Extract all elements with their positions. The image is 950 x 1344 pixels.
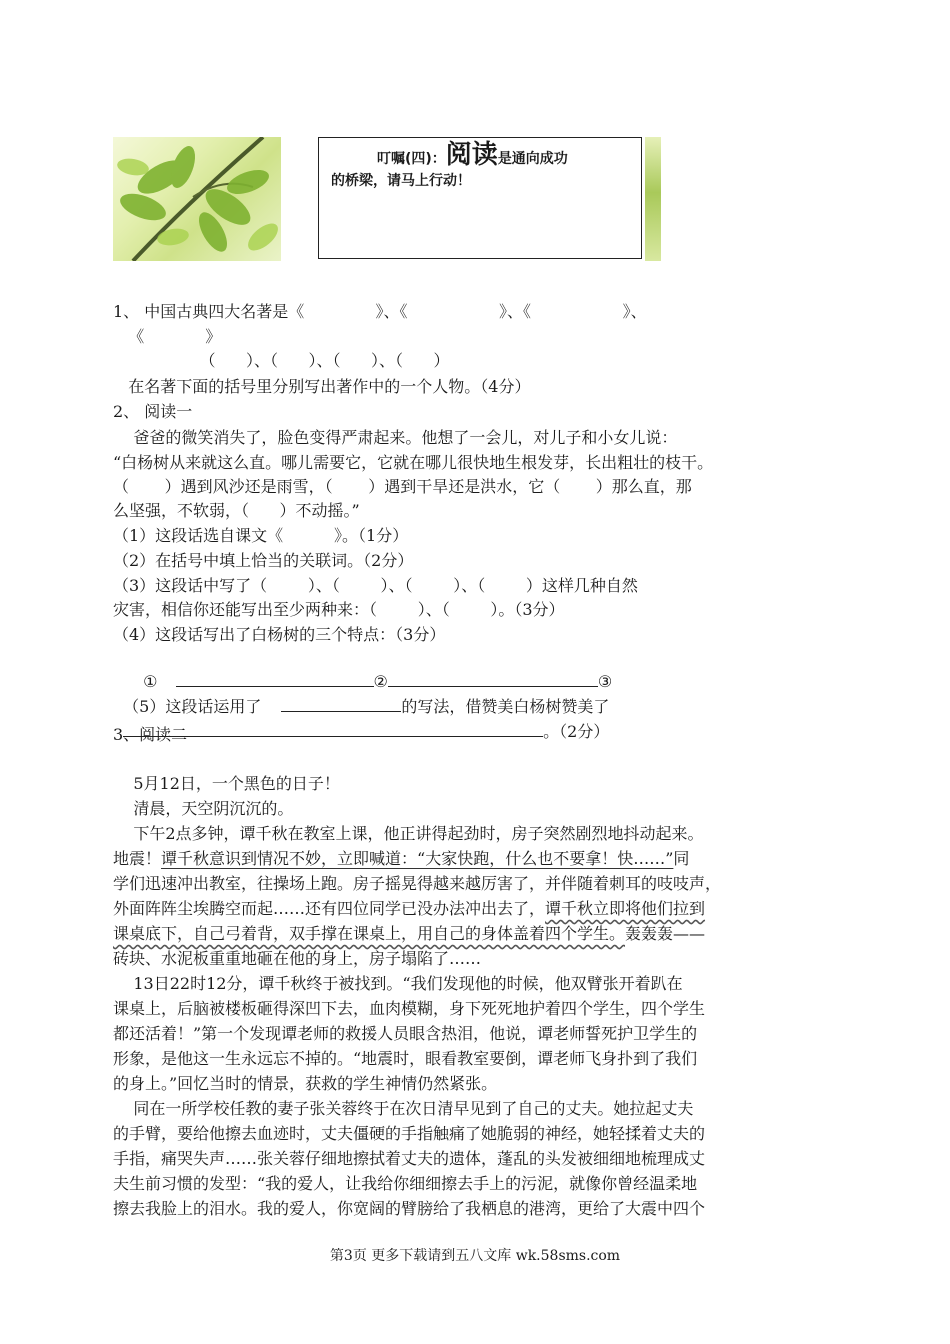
q3-wavy-sentence-a: 谭千秋立即将他们拉到 — [545, 899, 706, 918]
q3-wavy-sentence-b: 课桌底下，自己弓着背，双手撑在课桌上，用自己的身体盖着四个学生。 — [113, 924, 626, 943]
tip-box — [318, 137, 642, 259]
answer-num-3: ③ — [597, 672, 613, 691]
q2-sub-5-prefix: （5）这段话运用了 — [123, 697, 262, 716]
q2-sub-3a: （3）这段话中写了（ ）、（ ）、（ ）、（ ）这样几种自然 — [113, 576, 638, 595]
q2-sub-5-suffix: 的写法，借赞美白杨树赞美了 — [401, 697, 610, 716]
q2-sub-5b — [113, 700, 609, 742]
q1-line-4: 在名著下面的括号里分别写出著作中的一个人物。（4分） — [113, 377, 531, 396]
q3-title: 3、阅读二 — [113, 725, 188, 744]
q1-line-2: 《 》 — [113, 327, 222, 346]
q2-sub-3b: 灾害，相信你还能写出至少两种来：（ ）、（ ）。（3分） — [113, 600, 565, 619]
q3-line-2: 清晨，天空阴沉沉的。 — [113, 799, 294, 818]
q2-title: 2、 阅读一 — [113, 402, 193, 421]
answer-num-2: ② — [373, 672, 388, 691]
q3-line-14: 同在一所学校任教的妻子张关蓉终于在次日清早见到了自己的丈夫。她拉起丈夫 — [113, 1099, 694, 1118]
tip-line-2: 的桥梁，请马上行动！ — [331, 173, 471, 189]
q3-line-15: 的手臂，要给他擦去血迹时，丈夫僵硬的手指触痛了她脆弱的神经，她轻揉着丈夫的 — [113, 1124, 706, 1143]
tip-prefix: 叮嘱(四)： — [377, 151, 446, 167]
q3-line-13: 的身上。”回忆当时的情景，获救的学生神情仍然紧张。 — [113, 1074, 498, 1093]
q2-para-3: （ ）遇到风沙还是雨雪，（ ）遇到干旱还是洪水，它（ ）那么直，那 — [113, 477, 692, 496]
q3-line-1: 5月12日，一个黑色的日子！ — [113, 774, 340, 793]
q2-para-1: 爸爸的微笑消失了，脸色变得严肃起来。他想了一会儿，对儿子和小女儿说： — [113, 428, 678, 447]
leaf-photo — [113, 137, 281, 261]
q2-sub-4: （4）这段话写出了白杨树的三个特点：（3分） — [113, 625, 446, 644]
q3-line-18: 擦去我脸上的泪水。我的爱人，你宽阔的臂膀给了我栖息的港湾，更给了大震中四个 — [113, 1199, 706, 1218]
q3-line-11: 都还活着！”第一个发现谭老师的救援人员眼含热泪，他说，谭老师誓死护卫学生的 — [113, 1024, 698, 1043]
q3-line-3: 下午2点多钟，谭千秋在教室上课，他正讲得起劲时，房子突然剧烈地抖动起来。 — [113, 824, 704, 843]
q3-line-7 — [113, 924, 705, 944]
q3-line-4 — [113, 849, 689, 869]
q3-line-12: 形象，是他这一生永远忘不掉的。“地震时，眼看教室要倒，谭老师飞身扑到了我们 — [113, 1049, 698, 1068]
q3-line-16: 手指，痛哭失声……张关蓉仔细地擦拭着丈夫的遗体，蓬乱的头发被细细地梳理成丈 — [113, 1149, 706, 1168]
q3-underlined-sentence: 谭千秋意识到情况不妙，立即喊道：“大家快跑，什么也不要拿！快……” — [161, 849, 674, 868]
q3-line-10: 课桌上，后脑被楼板砸得深凹下去，血肉模糊，身下死死地护着四个学生，四个学生 — [113, 999, 706, 1018]
q2-sub-5b-suffix: 。（2分） — [543, 722, 610, 741]
q2-sub-2: （2）在括号中填上恰当的关联词。（2分） — [113, 551, 414, 570]
tip-big-word: 阅读 — [445, 140, 498, 170]
q3-line-4-pre: 地震！ — [113, 849, 162, 868]
q3-line-6 — [113, 899, 705, 919]
q2-para-2: “白杨树从来就这么直。哪儿需要它，它就在哪儿很快地生根发芽，长出粗壮的枝干。 — [113, 453, 714, 472]
q3-line-17: 夫生前习惯的发型：“我的爱人，让我给你细细擦去手上的污泥，就像你曾经温柔地 — [113, 1174, 698, 1193]
tip-line-1 — [331, 140, 641, 170]
q1-line-1: 1、 中国古典四大名著是《 》、《 》、《 》、 — [113, 302, 647, 321]
q2-sub-1: （1）这段话选自课文《 》。（1分） — [113, 526, 409, 545]
q3-line-6-pre: 外面阵阵尘埃腾空而起……还有四位同学已没办法冲出去了， — [113, 899, 546, 918]
page-footer: 第3页 更多下载请到五八文库 wk.58sms.com — [329, 1248, 621, 1264]
q1-line-3: （ ）、（ ）、（ ）、（ ） — [113, 351, 450, 370]
q3-line-9: 13日22时12分，谭千秋终于被找到。“我们发现他的时候，他双臂张开着趴在 — [113, 974, 683, 993]
tip-rest: 是通向成功 — [497, 151, 568, 167]
q3-line-7-post: 轰轰轰—— — [625, 924, 706, 943]
q2-para-4: 么坚强，不软弱，（ ）不动摇。” — [113, 501, 360, 520]
answer-num-1: ① — [143, 672, 158, 691]
q3-line-5: 学们迅速冲出教室，往操场上跑。房子摇晃得越来越厉害了，并伴随着刺耳的吱吱声， — [113, 874, 722, 893]
leaf-strip-image — [645, 137, 661, 261]
q3-line-8: 砖块、水泥板重重地砸在他的身上，房子塌陷了…… — [113, 949, 482, 968]
q3-line-4-post: 同 — [673, 849, 690, 868]
